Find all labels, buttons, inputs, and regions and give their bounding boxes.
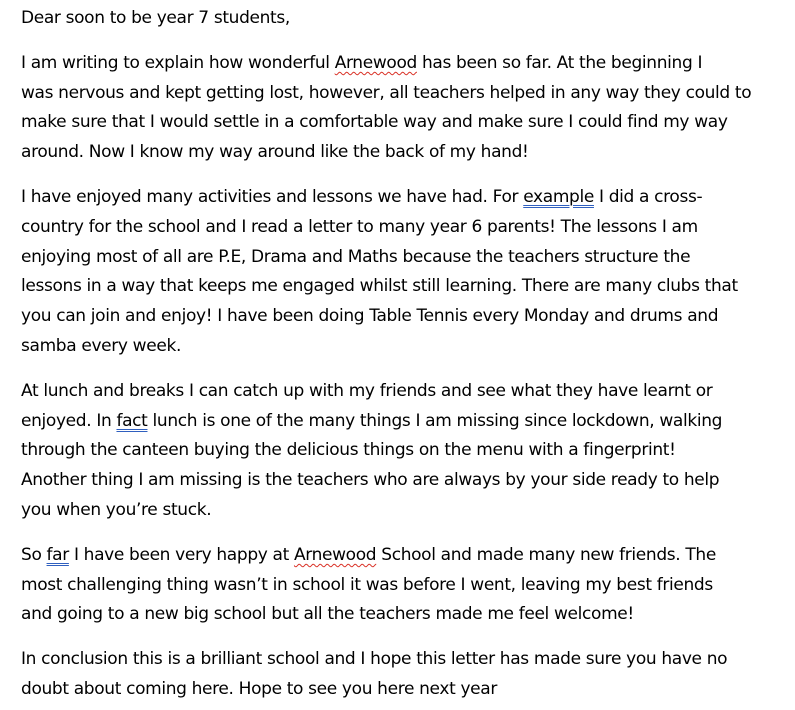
paragraph [21, 645, 791, 705]
grammar-flagged-word[interactable]: fact [116, 410, 148, 431]
spelling-flagged-word[interactable]: Arnewood [334, 52, 417, 73]
text-line: you can join and enjoy! I have been doing Table Tennis every Monday and drums and [21, 306, 719, 327]
text-line: lessons in a way that keeps me engaged whilst still learning. There are many clubs that [21, 276, 738, 297]
text-line: enjoyed. In fact lunch is one of the many things I am missing since lockdown, walking [21, 410, 723, 431]
grammar-flagged-word[interactable]: example [523, 186, 594, 207]
text-line: through the canteen buying the delicious things on the menu with a fingerprint! [21, 440, 676, 461]
text-line: I have enjoyed many activities and lessons we have had. For example I did a cross- [21, 186, 703, 207]
text-line: country for the school and I read a letter to many year 6 parents! The lessons I am [21, 216, 698, 237]
spelling-flagged-word[interactable]: Arnewood [293, 544, 377, 565]
text-line: you when you’re stuck. [21, 499, 212, 520]
paragraph [21, 541, 791, 630]
text-line: I am writing to explain how wonderful Arnewood has been so far. At the beginning I [21, 52, 703, 73]
text-line: In conclusion this is a brilliant school and I hope this letter has made sure you have no [21, 649, 728, 670]
greeting-line: Dear soon to be year 7 students, [21, 8, 290, 28]
text-line: samba every week. [21, 335, 181, 356]
paragraph [21, 183, 791, 362]
paragraphs-container [21, 49, 791, 705]
text-line: enjoying most of all are P.E, Drama and Maths because the teachers structure the [21, 246, 691, 267]
text-line: At lunch and breaks I can catch up with my friends and see what they have learnt or [21, 380, 713, 401]
text-line: Another thing I am missing is the teachers who are always by your side ready to help [21, 470, 720, 491]
text-line: doubt about coming here. Hope to see you here next year [21, 678, 497, 699]
grammar-flagged-word[interactable]: far [46, 544, 69, 565]
paragraph [21, 49, 791, 168]
text-line: So far I have been very happy at Arnewood School and made many new friends. The [21, 544, 716, 565]
text-line: make sure that I would settle in a comfortable way and make sure I could find my way [21, 112, 728, 133]
text-line: around. Now I know my way around like the back of my hand! [21, 142, 529, 163]
document-body[interactable] [21, 4, 791, 705]
text-line: and going to a new big school but all the teachers made me feel welcome! [21, 604, 634, 625]
paragraph [21, 377, 791, 526]
text-line: most challenging thing wasn’t in school it was before I went, leaving my best friends [21, 574, 713, 595]
text-line: was nervous and kept getting lost, however, all teachers helped in any way they could to [21, 82, 752, 103]
